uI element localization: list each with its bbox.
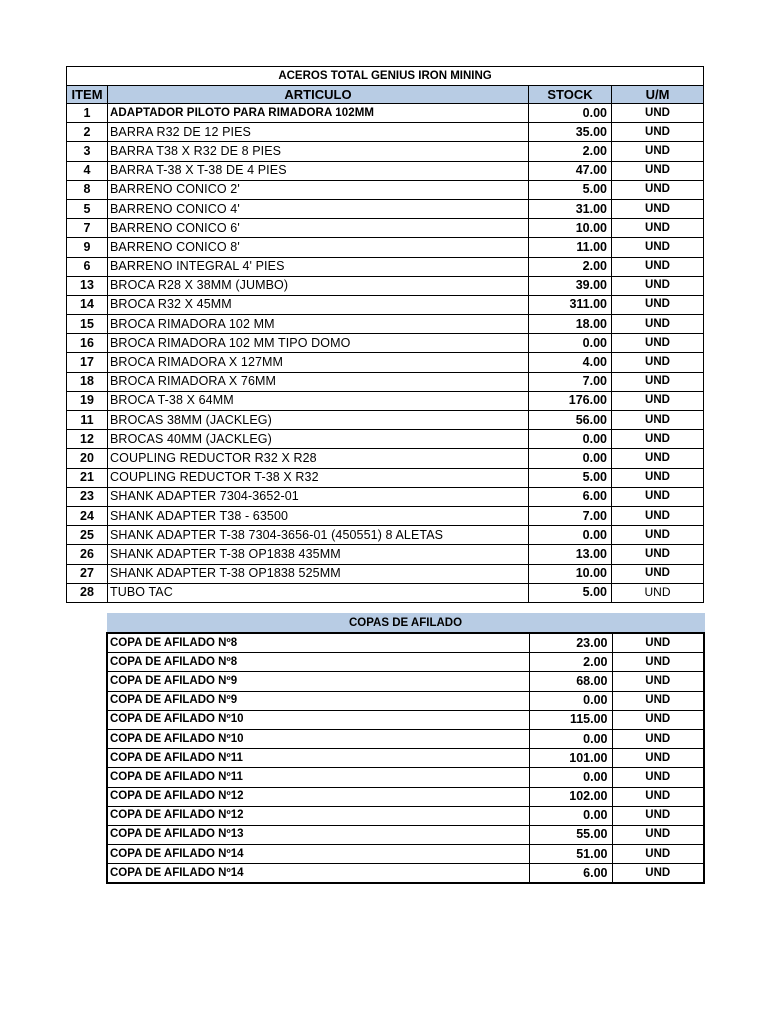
item-number: 14	[67, 295, 108, 314]
table-row	[107, 768, 704, 787]
stock-cell: 31.00	[529, 199, 612, 218]
articulo-cell: SHANK ADAPTER T38 - 63500	[108, 506, 529, 525]
table-row	[67, 315, 704, 334]
copas-title-row	[107, 614, 704, 634]
table-row	[67, 142, 704, 161]
articulo-cell: BROCA R32 X 45MM	[108, 295, 529, 314]
articulo-cell: COPA DE AFILADO Nº11	[107, 768, 529, 787]
um-cell: UND	[612, 468, 704, 487]
um-cell: UND	[612, 729, 704, 748]
um-cell: UND	[612, 238, 704, 257]
header-item: ITEM	[67, 86, 108, 104]
um-cell: UND	[612, 353, 704, 372]
stock-cell: 2.00	[529, 653, 612, 672]
stock-cell: 0.00	[529, 526, 612, 545]
articulo-cell: BARRA R32 DE 12 PIES	[108, 123, 529, 142]
articulo-cell: BROCA T-38 X 64MM	[108, 391, 529, 410]
inventory-table	[66, 66, 704, 603]
stock-cell: 68.00	[529, 672, 612, 691]
um-cell: UND	[612, 710, 704, 729]
table-row	[107, 653, 704, 672]
stock-cell: 176.00	[529, 391, 612, 410]
item-number: 9	[67, 238, 108, 257]
articulo-cell: SHANK ADAPTER T-38 OP1838 525MM	[108, 564, 529, 583]
articulo-cell: COUPLING REDUCTOR R32 X R28	[108, 449, 529, 468]
um-cell: UND	[612, 691, 704, 710]
um-cell: UND	[612, 749, 704, 768]
stock-cell: 2.00	[529, 257, 612, 276]
stock-cell: 7.00	[529, 506, 612, 525]
um-cell: UND	[612, 276, 704, 295]
articulo-cell: BARRENO CONICO 8'	[108, 238, 529, 257]
stock-cell: 0.00	[529, 729, 612, 748]
stock-cell: 102.00	[529, 787, 612, 806]
um-cell: UND	[612, 526, 704, 545]
articulo-cell: COPA DE AFILADO Nº12	[107, 806, 529, 825]
stock-cell: 115.00	[529, 710, 612, 729]
articulo-cell: COPA DE AFILADO Nº8	[107, 653, 529, 672]
stock-cell: 7.00	[529, 372, 612, 391]
table-row	[67, 430, 704, 449]
articulo-cell: BARRENO INTEGRAL 4' PIES	[108, 257, 529, 276]
articulo-cell: BARRA T-38 X T-38 DE 4 PIES	[108, 161, 529, 180]
table-row	[67, 526, 704, 545]
stock-cell: 51.00	[529, 845, 612, 864]
stock-cell: 47.00	[529, 161, 612, 180]
table-row	[67, 545, 704, 564]
item-number: 27	[67, 564, 108, 583]
stock-cell: 39.00	[529, 276, 612, 295]
table-row	[67, 449, 704, 468]
articulo-cell: BARRA T38 X R32 DE 8 PIES	[108, 142, 529, 161]
stock-cell: 18.00	[529, 315, 612, 334]
table-row	[107, 787, 704, 806]
articulo-cell: COUPLING REDUCTOR T-38 X R32	[108, 468, 529, 487]
um-cell: UND	[612, 825, 704, 844]
item-number: 11	[67, 411, 108, 430]
item-number: 6	[67, 257, 108, 276]
articulo-cell: BROCA RIMADORA 102 MM TIPO DOMO	[108, 334, 529, 353]
um-cell: UND	[612, 199, 704, 218]
table-row	[67, 295, 704, 314]
articulo-cell: COPA DE AFILADO Nº14	[107, 864, 529, 884]
articulo-cell: BARRENO CONICO 6'	[108, 219, 529, 238]
um-cell: UND	[612, 315, 704, 334]
articulo-cell: TUBO TAC	[108, 583, 529, 602]
item-number: 26	[67, 545, 108, 564]
articulo-cell: BARRENO CONICO 4'	[108, 199, 529, 218]
stock-cell: 101.00	[529, 749, 612, 768]
table-row	[67, 257, 704, 276]
stock-cell: 0.00	[529, 104, 612, 123]
articulo-cell: BROCA RIMADORA X 76MM	[108, 372, 529, 391]
table-row	[67, 161, 704, 180]
table-row	[107, 691, 704, 710]
um-cell: UND	[612, 845, 704, 864]
item-number: 8	[67, 180, 108, 199]
table-row	[67, 353, 704, 372]
table-row	[67, 276, 704, 295]
inventory-title-row	[67, 67, 704, 86]
table-row	[107, 710, 704, 729]
um-cell: UND	[612, 864, 704, 884]
item-number: 21	[67, 468, 108, 487]
table-row	[67, 199, 704, 218]
table-row	[67, 180, 704, 199]
table-row	[67, 372, 704, 391]
um-cell: UND	[612, 123, 704, 142]
articulo-cell: BROCAS 40MM (JACKLEG)	[108, 430, 529, 449]
table-row	[67, 104, 704, 123]
um-cell: UND	[612, 787, 704, 806]
item-number: 3	[67, 142, 108, 161]
table-row	[67, 411, 704, 430]
copas-table	[106, 613, 705, 884]
item-number: 13	[67, 276, 108, 295]
table-row	[107, 864, 704, 884]
stock-cell: 5.00	[529, 468, 612, 487]
um-cell: UND	[612, 506, 704, 525]
um-cell: UND	[612, 633, 704, 653]
table-row	[67, 219, 704, 238]
stock-cell: 2.00	[529, 142, 612, 161]
um-cell: UND	[612, 545, 704, 564]
item-number: 2	[67, 123, 108, 142]
um-cell: UND	[612, 487, 704, 506]
item-number: 20	[67, 449, 108, 468]
item-number: 25	[67, 526, 108, 545]
stock-cell: 4.00	[529, 353, 612, 372]
stock-cell: 5.00	[529, 583, 612, 602]
articulo-cell: COPA DE AFILADO Nº9	[107, 672, 529, 691]
stock-cell: 55.00	[529, 825, 612, 844]
item-number: 7	[67, 219, 108, 238]
articulo-cell: COPA DE AFILADO Nº8	[107, 633, 529, 653]
header-um: U/M	[612, 86, 704, 104]
articulo-cell: COPA DE AFILADO Nº11	[107, 749, 529, 768]
table-row	[67, 506, 704, 525]
table-row	[107, 749, 704, 768]
stock-cell: 56.00	[529, 411, 612, 430]
stock-cell: 11.00	[529, 238, 612, 257]
articulo-cell: BROCA RIMADORA 102 MM	[108, 315, 529, 334]
articulo-cell: COPA DE AFILADO Nº10	[107, 710, 529, 729]
um-cell: UND	[612, 653, 704, 672]
item-number: 5	[67, 199, 108, 218]
item-number: 18	[67, 372, 108, 391]
um-cell: UND	[612, 372, 704, 391]
stock-cell: 6.00	[529, 864, 612, 884]
item-number: 4	[67, 161, 108, 180]
header-stock: STOCK	[529, 86, 612, 104]
articulo-cell: ADAPTADOR PILOTO PARA RIMADORA 102MM	[108, 104, 529, 123]
table-row	[107, 806, 704, 825]
table-row	[67, 487, 704, 506]
item-number: 23	[67, 487, 108, 506]
item-number: 24	[67, 506, 108, 525]
table-row	[67, 334, 704, 353]
um-cell: UND	[612, 257, 704, 276]
um-cell: UND	[612, 411, 704, 430]
table-row	[107, 672, 704, 691]
articulo-cell: BROCA RIMADORA X 127MM	[108, 353, 529, 372]
stock-cell: 5.00	[529, 180, 612, 199]
um-cell: UND	[612, 430, 704, 449]
um-cell: UND	[612, 449, 704, 468]
articulo-cell: BARRENO CONICO 2'	[108, 180, 529, 199]
stock-cell: 311.00	[529, 295, 612, 314]
item-number: 17	[67, 353, 108, 372]
um-cell: UND	[612, 583, 704, 602]
table-row	[67, 564, 704, 583]
um-cell: UND	[612, 391, 704, 410]
table-row	[67, 468, 704, 487]
articulo-cell: COPA DE AFILADO Nº13	[107, 825, 529, 844]
articulo-cell: SHANK ADAPTER T-38 7304-3656-01 (450551) 8 ALETAS	[108, 526, 529, 545]
articulo-cell: SHANK ADAPTER 7304-3652-01	[108, 487, 529, 506]
um-cell: UND	[612, 564, 704, 583]
copas-title: COPAS DE AFILADO	[107, 614, 704, 634]
header-articulo: ARTICULO	[108, 86, 529, 104]
item-number: 19	[67, 391, 108, 410]
um-cell: UND	[612, 142, 704, 161]
item-number: 15	[67, 315, 108, 334]
um-cell: UND	[612, 672, 704, 691]
stock-cell: 0.00	[529, 430, 612, 449]
articulo-cell: COPA DE AFILADO Nº14	[107, 845, 529, 864]
articulo-cell: BROCA R28 X 38MM (JUMBO)	[108, 276, 529, 295]
inventory-header-row	[67, 86, 704, 104]
table-row	[67, 583, 704, 602]
um-cell: UND	[612, 334, 704, 353]
um-cell: UND	[612, 180, 704, 199]
inventory-title: ACEROS TOTAL GENIUS IRON MINING	[67, 67, 704, 86]
item-number: 12	[67, 430, 108, 449]
um-cell: UND	[612, 161, 704, 180]
um-cell: UND	[612, 295, 704, 314]
stock-cell: 0.00	[529, 806, 612, 825]
um-cell: UND	[612, 806, 704, 825]
articulo-cell: COPA DE AFILADO Nº10	[107, 729, 529, 748]
stock-cell: 0.00	[529, 768, 612, 787]
articulo-cell: SHANK ADAPTER T-38 OP1838 435MM	[108, 545, 529, 564]
item-number: 28	[67, 583, 108, 602]
item-number: 1	[67, 104, 108, 123]
stock-cell: 0.00	[529, 691, 612, 710]
stock-cell: 0.00	[529, 449, 612, 468]
table-row	[107, 633, 704, 653]
table-row	[107, 825, 704, 844]
item-number: 16	[67, 334, 108, 353]
stock-cell: 10.00	[529, 219, 612, 238]
um-cell: UND	[612, 219, 704, 238]
table-row	[67, 123, 704, 142]
um-cell: UND	[612, 104, 704, 123]
articulo-cell: COPA DE AFILADO Nº9	[107, 691, 529, 710]
table-row	[107, 729, 704, 748]
um-cell: UND	[612, 768, 704, 787]
table-row	[67, 391, 704, 410]
stock-cell: 0.00	[529, 334, 612, 353]
table-row	[107, 845, 704, 864]
stock-cell: 35.00	[529, 123, 612, 142]
articulo-cell: BROCAS 38MM (JACKLEG)	[108, 411, 529, 430]
stock-cell: 13.00	[529, 545, 612, 564]
stock-cell: 23.00	[529, 633, 612, 653]
stock-cell: 6.00	[529, 487, 612, 506]
table-row	[67, 238, 704, 257]
articulo-cell: COPA DE AFILADO Nº12	[107, 787, 529, 806]
stock-cell: 10.00	[529, 564, 612, 583]
